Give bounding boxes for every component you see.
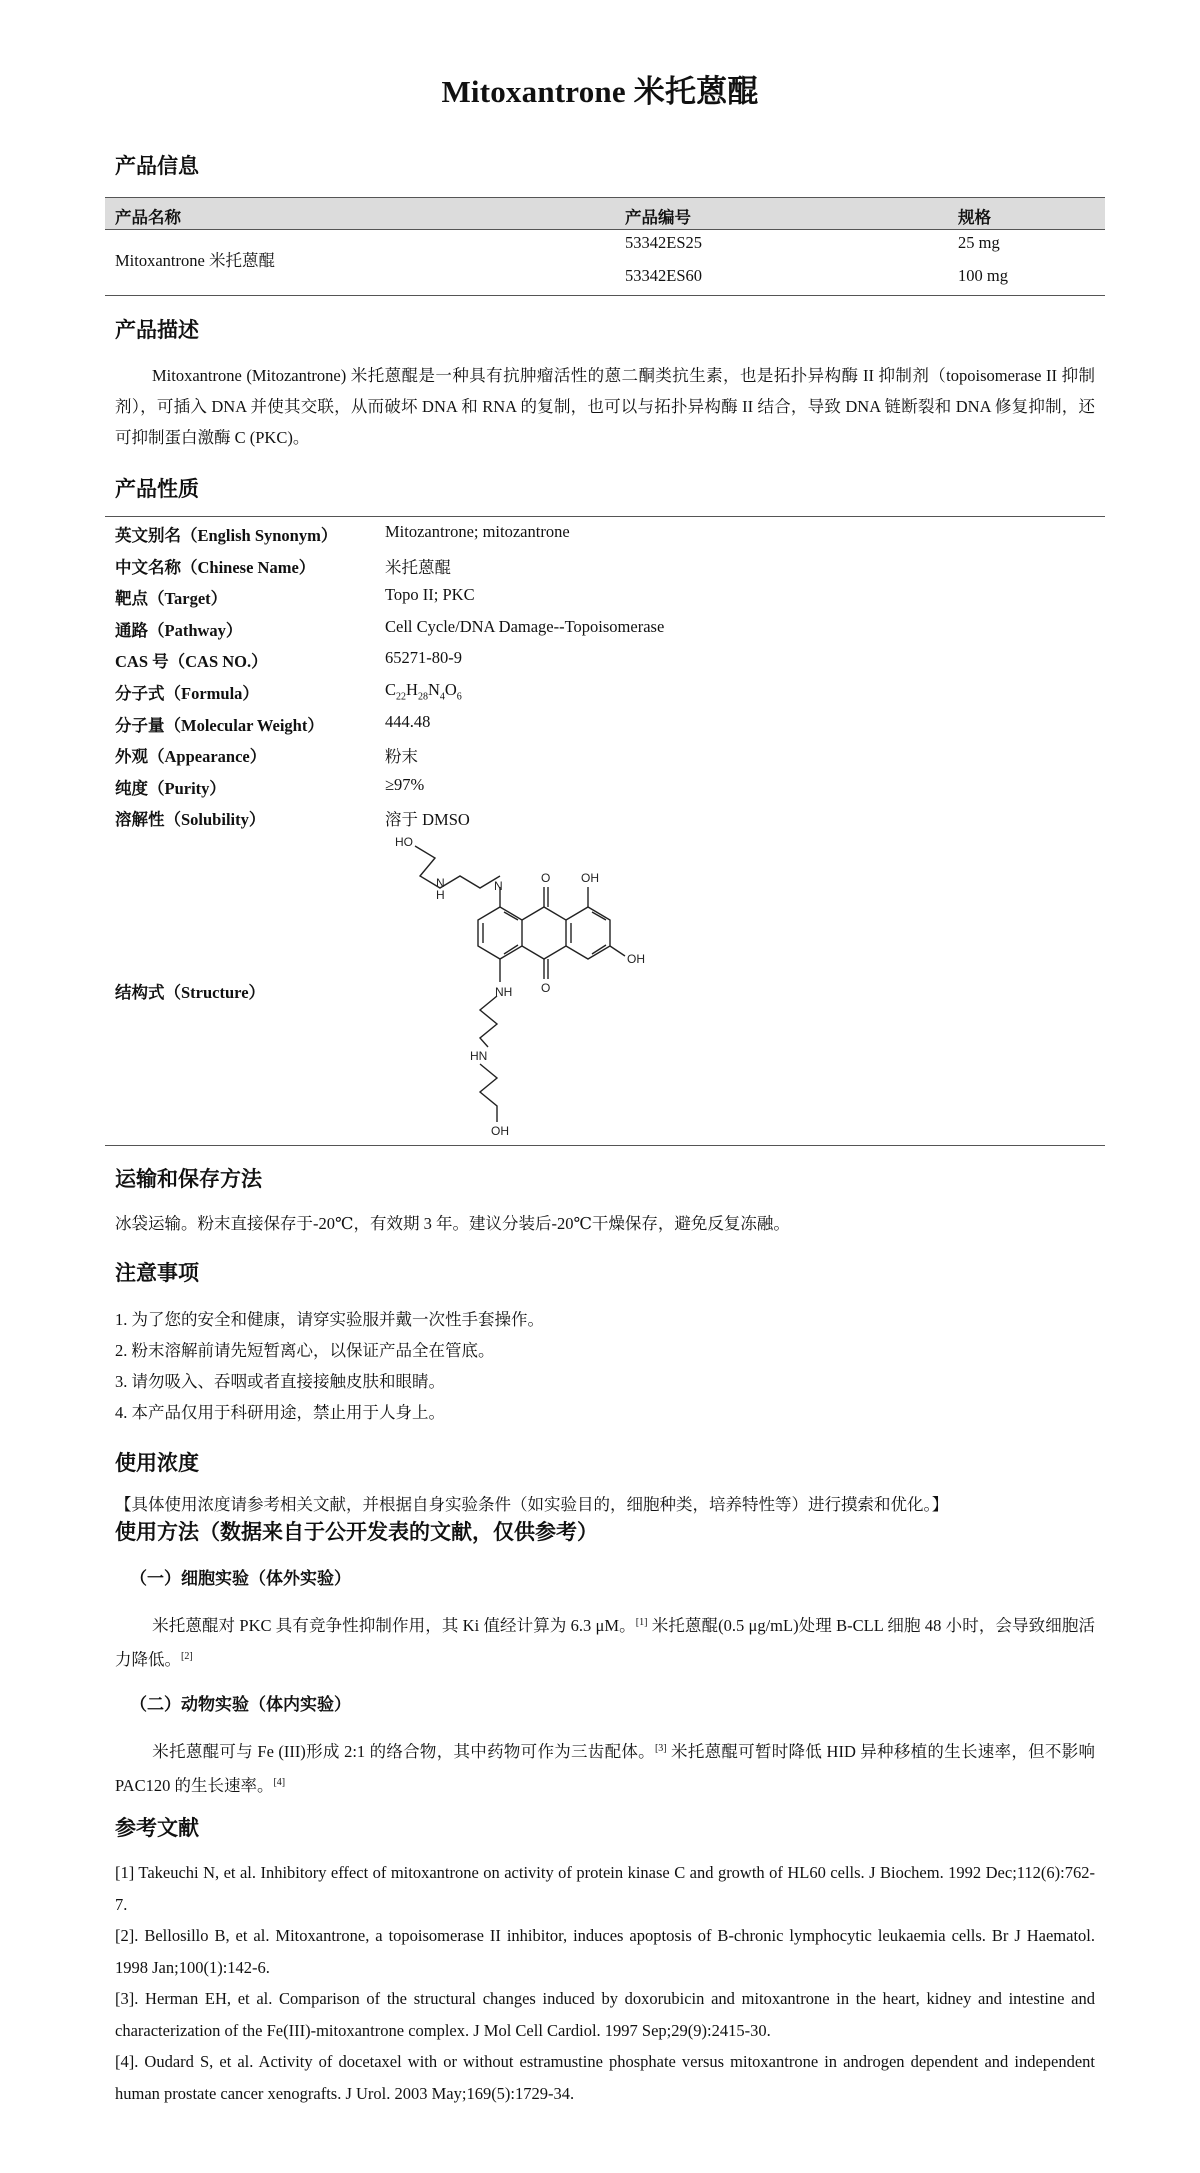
structure-label-o: O [541, 871, 551, 885]
product-size-cell: 100 mg [958, 266, 1008, 285]
formula-count: 22 [396, 691, 407, 703]
properties-bottom-rule [105, 1145, 1105, 1146]
formula-symbol: N [427, 680, 440, 699]
citation-mark: [3] [654, 1743, 667, 1754]
invivo-text: 米托蒽醌可与 Fe (III)形成 2:1 的络合物，其中药物可作为三齿配体。 [152, 1742, 655, 1761]
formula-count: 6 [456, 691, 462, 703]
reference-item: [4]. Oudard S, et al. Activity of docetaxel with or without estramustine phosphate versus mitoxantrone in androgen dependent and independent human prostate cancer xenografts. J Urol. 2003 May;169(5):1729-34. [115, 2052, 1095, 2103]
formula-count: 28 [417, 691, 428, 703]
property-key: 结构式（Structure） [115, 983, 266, 1002]
structure-label-o: O [541, 981, 551, 995]
formula-symbol: O [444, 680, 457, 699]
structure-label-h: H [436, 888, 445, 902]
formula-symbol: H [406, 680, 418, 699]
citation-mark: [2] [181, 1651, 193, 1662]
invitro-text: 米托蒽醌对 PKC 具有竞争性抑制作用，其 Ki 值经计算为 6.3 μM。 [152, 1616, 636, 1635]
product-info-heading: 产品信息 [115, 154, 199, 178]
description-text: Mitoxantrone (Mitozantrone) 米托蒽醌是一种具有抗肿瘤活性的蒽二酮类抗生素，也是拓扑异构酶 II 抑制剂（topoisomerase II 抑制剂），可插入 DNA 并使其交联，从而破坏 DNA 和 RNA 的复制，也可以与拓扑异构酶 II 结合，导致 DNA 链断裂和 DNA 修复抑制，还可抑制蛋白激酶 C (PKC)。 [115, 366, 1095, 447]
structure-diagram [385, 832, 705, 1142]
column-header-size: 规格 [958, 208, 991, 227]
product-name-cell: Mitoxantrone 米托蒽醌 [115, 251, 275, 270]
property-key: 中文名称（Chinese Name） [115, 558, 316, 577]
structure-label-oh: OH [491, 1124, 509, 1138]
structure-bonds [415, 846, 625, 1122]
table-bottom-rule [105, 295, 1105, 296]
reference-item: [2]. Bellosillo B, et al. Mitoxantrone, a topoisomerase II inhibitor, induces apoptosis of B-chronic lymphocytic leukaemia cells. Br J Haematol. 1998 Jan;100(1):142-6. [115, 1926, 1095, 1977]
property-key: CAS 号（CAS NO.） [115, 652, 268, 671]
description-paragraph [115, 360, 1095, 453]
property-key: 英文别名（English Synonym） [115, 526, 338, 545]
structure-label-n: N [436, 876, 445, 890]
property-key: 靶点（Target） [115, 589, 228, 608]
product-table-header [105, 197, 1105, 230]
list-item: 2. 粉末溶解前请先短暂离心，以保证产品全在管底。 [115, 1341, 495, 1360]
invitro-text: 米托蒽醌(0.5 μg/mL)处理 B-CLL 细胞 48 小时，会导致细胞活力降低。 [115, 1616, 1095, 1669]
property-value: 米托蒽醌 [385, 558, 451, 577]
structure-label-n: N [494, 879, 503, 893]
column-header-name: 产品名称 [115, 208, 181, 227]
formula-count: 4 [439, 691, 445, 703]
reference-item: [1] Takeuchi N, et al. Inhibitory effect of mitoxantrone on activity of protein kinase C and growth of HL60 cells. J Biochem. 1992 Dec;112(6):762-7. [115, 1863, 1095, 1914]
column-header-code: 产品编号 [625, 208, 691, 227]
structure-label-oh: OH [581, 871, 599, 885]
list-item: 3. 请勿吸入、吞咽或者直接接触皮肤和眼睛。 [115, 1372, 445, 1391]
structure-label-ho: HO [395, 835, 413, 849]
property-key: 分子量（Molecular Weight） [115, 716, 324, 735]
structure-label-oh: OH [627, 952, 645, 966]
list-item: 1. 为了您的安全和健康，请穿实验服并戴一次性手套操作。 [115, 1310, 544, 1329]
structure-label-nh: NH [495, 985, 513, 999]
properties-heading: 产品性质 [115, 477, 199, 501]
properties-top-rule [105, 516, 1105, 517]
property-value: 粉末 [385, 747, 418, 766]
property-value: Topo II; PKC [385, 585, 475, 604]
invivo-paragraph [115, 1733, 1095, 1801]
property-value: Cell Cycle/DNA Damage--Topoisomerase [385, 617, 665, 636]
storage-text: 冰袋运输。粉末直接保存于-20℃，有效期 3 年。建议分装后-20℃干燥保存，避免反复冻融。 [115, 1214, 790, 1233]
references-heading: 参考文献 [115, 1816, 199, 1840]
property-key: 分子式（Formula） [115, 684, 259, 703]
property-key: 通路（Pathway） [115, 621, 243, 640]
formula-value [385, 680, 462, 702]
citation-mark: [1] [635, 1617, 648, 1628]
structure-label-hn: HN [470, 1049, 488, 1063]
list-item: 4. 本产品仅用于科研用途，禁止用于人身上。 [115, 1403, 445, 1422]
reference-item: [3]. Herman EH, et al. Comparison of the structural changes induced by doxorubicin and mitoxantrone in the heart, kidney and intestine and characterization of the Fe(III)-mitoxantrone complex. J Mol Cell Cardiol. 1997 Sep;29(9):2415-30. [115, 1989, 1095, 2040]
property-value: ≥97% [385, 775, 425, 794]
invitro-heading: （一）细胞实验（体外实验） [130, 1569, 351, 1588]
page-title: Mitoxantrone 米托蒽醌 [441, 74, 759, 109]
structure-labels [395, 835, 645, 1138]
property-key: 纯度（Purity） [115, 779, 226, 798]
description-heading: 产品描述 [115, 318, 199, 342]
formula-symbol: C [385, 680, 397, 699]
concentration-heading: 使用浓度 [115, 1451, 199, 1475]
product-size-cell: 25 mg [958, 233, 1000, 252]
storage-heading: 运输和保存方法 [115, 1167, 262, 1191]
product-code-cell: 53342ES25 [625, 233, 703, 252]
property-value: 444.48 [385, 712, 431, 731]
property-key: 溶解性（Solubility） [115, 810, 266, 829]
notes-heading: 注意事项 [115, 1261, 199, 1285]
concentration-text: 【具体使用浓度请参考相关文献，并根据自身实验条件（如实验目的，细胞种类，培养特性等）进行摸索和优化。】 [115, 1495, 949, 1514]
property-value: 溶于 DMSO [385, 810, 470, 829]
product-code-cell: 53342ES60 [625, 266, 703, 285]
method-heading: 使用方法（数据来自于公开发表的文献，仅供参考） [115, 1520, 598, 1544]
invivo-heading: （二）动物实验（体内实验） [130, 1695, 351, 1714]
property-value: 65271-80-9 [385, 648, 462, 667]
property-value: Mitozantrone; mitozantrone [385, 522, 570, 541]
citation-mark: [4] [273, 1777, 286, 1788]
property-key: 外观（Appearance） [115, 747, 267, 766]
invitro-paragraph [115, 1607, 1095, 1675]
invivo-text: 米托蒽醌可暂时降低 HID 异种移植的生长速率，但不影响 PAC120 的生长速率。 [115, 1742, 1095, 1795]
